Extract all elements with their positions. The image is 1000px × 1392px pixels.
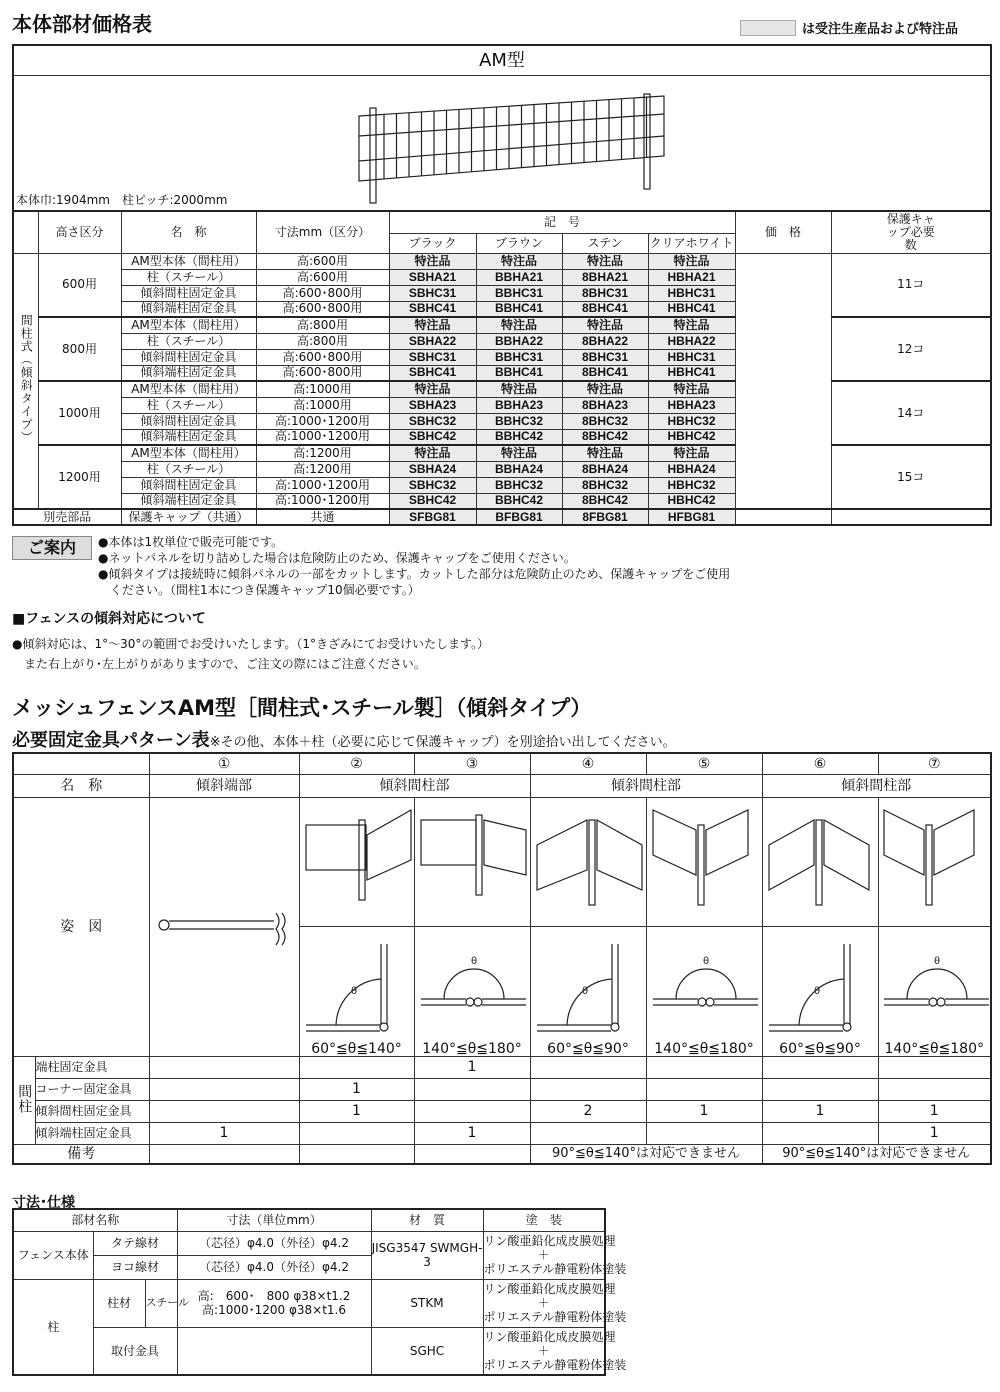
part-code: 特注品 — [648, 253, 735, 269]
coating-text: リン酸亜鉛化成皮膜処理 — [483, 1234, 616, 1248]
part-name: 柱（スチール） — [121, 461, 256, 477]
table-row — [13, 317, 991, 333]
part-size: 高:600用 — [256, 253, 389, 269]
part-code: 8BHC32 — [562, 477, 648, 493]
part-code: SBHC42 — [389, 493, 476, 509]
part-code: 8BHC41 — [562, 365, 648, 381]
guide-label: ご案内 — [12, 536, 92, 560]
pattern-number: ⑤ — [646, 753, 762, 774]
spec-yoko: ヨコ線材 — [93, 1255, 177, 1279]
fitting-count — [762, 1056, 878, 1078]
spec-header: 塗 装 — [483, 1209, 605, 1231]
note-item: ください。（間柱1本につき保護キャップ10個必要です。） — [98, 583, 420, 597]
part-size: 高:1000用 — [256, 397, 389, 413]
part-code: 8BHC42 — [562, 429, 648, 445]
spec-heading: 寸法･仕様 — [12, 1195, 75, 1211]
fitting-name: 端柱固定金具 — [35, 1056, 149, 1078]
header-color: ステン — [562, 233, 648, 253]
part-code: BBHA22 — [476, 333, 562, 349]
spec-fitting-material: SGHC — [371, 1327, 483, 1375]
fitting-count: 2 — [530, 1100, 646, 1122]
end-figure — [154, 905, 294, 945]
header-blank — [13, 211, 38, 253]
header-color: ブラウン — [476, 233, 562, 253]
fitting-count: 1 — [299, 1078, 414, 1100]
spec-post-material: STKM — [371, 1279, 483, 1327]
part-code: 8BHA21 — [562, 269, 648, 285]
group-name: 傾斜間柱部 — [299, 774, 530, 797]
fitting-count — [149, 1056, 299, 1078]
part-name: 傾斜間柱固定金具 — [121, 477, 256, 493]
part-code: BBHC42 — [476, 493, 562, 509]
fitting-count — [299, 1122, 414, 1144]
part-code: HBHC41 — [648, 301, 735, 317]
header-color: ブラック — [389, 233, 476, 253]
fitting-count — [299, 1056, 414, 1078]
part-code: 特注品 — [648, 381, 735, 397]
fitting-count: 1 — [299, 1100, 414, 1122]
part-name: 傾斜端柱固定金具 — [121, 301, 256, 317]
part-code: 8BHC31 — [562, 285, 648, 301]
angle-figure — [299, 926, 414, 1056]
pattern-subnote: ※その他、本体＋柱（必要に応じて保護キャップ）を別途拾い出してください。 — [209, 735, 676, 750]
fitting-count: 1 — [149, 1122, 299, 1144]
part-code: BBHA21 — [476, 269, 562, 285]
remarks-cell — [299, 1144, 414, 1164]
group-name: 傾斜間柱部 — [762, 774, 991, 797]
part-size: 高:600･800用 — [256, 349, 389, 365]
fitting-name: コーナー固定金具 — [35, 1078, 149, 1100]
fitting-count: 1 — [414, 1122, 530, 1144]
part-code: BFBG81 — [476, 509, 562, 525]
note-item: ●本体は1枚単位で販売可能です。 — [98, 535, 284, 549]
note-item: ●傾斜タイプは接続時に傾斜パネルの一部をカットします。カットした部分は危険防止のため、保護キャップをご使用 — [98, 567, 731, 581]
spec-post-dims — [177, 1279, 371, 1327]
remarks-cell — [149, 1144, 299, 1164]
coating-text: ポリエステル静電粉体塗装 — [483, 1310, 627, 1324]
pattern-number: ⑦ — [878, 753, 991, 774]
panel-figure — [648, 805, 760, 915]
spec-wire-material: JISG3547 SWMGH-3 — [371, 1231, 483, 1279]
panel-figure — [879, 805, 991, 915]
angle-range: 60°≦θ≦90° — [779, 1040, 861, 1057]
part-code: HFBG81 — [648, 509, 735, 525]
part-code: HBHC32 — [648, 477, 735, 493]
part-code: HBHC32 — [648, 413, 735, 429]
am-dimensions: 本体巾:1904mm 柱ピッチ:2000mm — [16, 193, 228, 207]
part-code: 8BHC42 — [562, 493, 648, 509]
part-code: SBHA21 — [389, 269, 476, 285]
table-row — [13, 509, 991, 525]
part-code: 特注品 — [389, 381, 476, 397]
panel-figure — [764, 805, 876, 915]
part-code: HBHA21 — [648, 269, 735, 285]
note-item: ●ネットパネルを切り詰めした場合は危険防止のため、保護キャップをご使用ください。 — [98, 551, 576, 565]
part-code: 特注品 — [476, 381, 562, 397]
pattern-figure — [646, 797, 762, 926]
fitting-count — [414, 1100, 530, 1122]
spec-body: フェンス本体 — [13, 1231, 93, 1279]
spec-post-material-label: 柱材 — [93, 1279, 145, 1327]
part-code: SBHC41 — [389, 365, 476, 381]
part-code: 8FBG81 — [562, 509, 648, 525]
part-size: 高:1000･1200用 — [256, 429, 389, 445]
fitting-count — [878, 1078, 991, 1100]
part-code: SBHA23 — [389, 397, 476, 413]
part-code: BBHC41 — [476, 301, 562, 317]
svg-text:θ: θ — [350, 985, 357, 997]
part-code: SBHC32 — [389, 477, 476, 493]
legend — [740, 18, 958, 37]
part-code: HBHC31 — [648, 285, 735, 301]
part-size: 高:1000･1200用 — [256, 477, 389, 493]
figure-row — [13, 797, 991, 926]
spec-header: 材 質 — [371, 1209, 483, 1231]
fitting-count — [762, 1078, 878, 1100]
remarks-row — [13, 1144, 991, 1164]
remarks-cell: 90°≦θ≦140°は対応できません — [530, 1144, 762, 1164]
slope-line: ●傾斜対応は、1°～30°の範囲でお受けいたします。（1°きざみにてお受けいたします。） — [12, 637, 490, 651]
header-size: 寸法mm（区分） — [256, 211, 389, 253]
pattern-table — [12, 752, 992, 1165]
height-class: 600用 — [38, 253, 121, 317]
angle-figure — [646, 926, 762, 1056]
side-label-text: 間柱式（傾斜タイプ） — [19, 314, 34, 445]
table-row — [13, 1122, 991, 1144]
part-name: AM型本体（間柱用） — [121, 317, 256, 333]
angle-range: 140°≦θ≦180° — [884, 1040, 984, 1057]
fitting-count: 1 — [762, 1100, 878, 1122]
svg-text:θ: θ — [703, 955, 710, 967]
part-name: 保護キャップ（共通） — [121, 509, 256, 525]
part-name: AM型本体（間柱用） — [121, 381, 256, 397]
pattern-heading: メッシュフェンスAM型［間柱式･スチール製］（傾斜タイプ） — [12, 696, 592, 720]
pattern-number: ① — [149, 753, 299, 774]
part-name: 傾斜間柱固定金具 — [121, 285, 256, 301]
figure-label: 姿 図 — [13, 797, 149, 1056]
plus-sign: ＋ — [537, 1296, 550, 1310]
header-height: 高さ区分 — [38, 211, 121, 253]
fitting-count — [530, 1056, 646, 1078]
angle-diagram — [301, 939, 413, 1039]
fitting-count — [149, 1100, 299, 1122]
price-cell — [735, 253, 831, 509]
part-name: 傾斜端柱固定金具 — [121, 365, 256, 381]
part-code: 8BHC31 — [562, 349, 648, 365]
plus-sign: ＋ — [537, 1248, 550, 1262]
angle-figure — [530, 926, 646, 1056]
part-code: BBHC42 — [476, 429, 562, 445]
part-name: 傾斜端柱固定金具 — [121, 493, 256, 509]
group-name: 傾斜端部 — [149, 774, 299, 797]
spec-steel: スチール — [145, 1279, 177, 1327]
angle-diagram — [764, 939, 876, 1039]
fitting-count: 1 — [414, 1056, 530, 1078]
pattern-figure — [299, 797, 414, 926]
part-code: BBHC41 — [476, 365, 562, 381]
part-code: 特注品 — [648, 445, 735, 461]
side-label — [13, 1056, 35, 1144]
part-size: 高:600用 — [256, 269, 389, 285]
pattern-figure — [530, 797, 646, 926]
part-code: BBHA23 — [476, 397, 562, 413]
table-row — [13, 1078, 991, 1100]
pattern-subheading — [12, 726, 676, 752]
fitting-count — [530, 1078, 646, 1100]
part-code: HBHA23 — [648, 397, 735, 413]
part-size: 高:600･800用 — [256, 285, 389, 301]
part-code: SBHC31 — [389, 349, 476, 365]
table-row — [13, 445, 991, 461]
caps-count: 11コ — [831, 253, 991, 317]
spec-coating — [483, 1231, 627, 1279]
pattern-figure — [878, 797, 991, 926]
part-code: 特注品 — [389, 253, 476, 269]
remarks-label: 備考 — [13, 1144, 149, 1164]
part-code: 8BHA24 — [562, 461, 648, 477]
number-row — [13, 753, 991, 774]
fitting-count — [530, 1122, 646, 1144]
part-code: BBHA24 — [476, 461, 562, 477]
angle-figure — [414, 926, 530, 1056]
extra-label: 別売部品 — [13, 509, 121, 525]
spec-header: 寸法（単位mm） — [177, 1209, 371, 1231]
part-code: HBHC42 — [648, 493, 735, 509]
svg-text:θ: θ — [582, 985, 589, 997]
part-size: 高:800用 — [256, 333, 389, 349]
fence-illustration — [344, 86, 694, 206]
part-code: 8BHC41 — [562, 301, 648, 317]
angle-diagram — [532, 939, 644, 1039]
angle-figure — [878, 926, 991, 1056]
spec-coating — [483, 1327, 627, 1375]
part-size: 高:600･800用 — [256, 365, 389, 381]
fitting-count — [414, 1078, 530, 1100]
part-code: 8BHA22 — [562, 333, 648, 349]
height-class: 1200用 — [38, 445, 121, 509]
svg-text:θ: θ — [471, 955, 478, 967]
part-code: SBHC42 — [389, 429, 476, 445]
part-code: SFBG81 — [389, 509, 476, 525]
pattern-number: ③ — [414, 753, 530, 774]
group-name: 傾斜間柱部 — [530, 774, 762, 797]
pattern-number: ⑥ — [762, 753, 878, 774]
header-caps: 保護キャップ必要数 — [831, 211, 991, 253]
part-code: SBHC41 — [389, 301, 476, 317]
fitting-count: 1 — [646, 1100, 762, 1122]
table-row — [13, 381, 991, 397]
part-code: 特注品 — [648, 317, 735, 333]
part-code: SBHA24 — [389, 461, 476, 477]
spec-tate: タテ線材 — [93, 1231, 177, 1255]
fitting-count — [646, 1078, 762, 1100]
fitting-count — [646, 1056, 762, 1078]
part-code: 特注品 — [562, 317, 648, 333]
part-code: BBHC31 — [476, 285, 562, 301]
part-name: 柱（スチール） — [121, 269, 256, 285]
part-code: BBHC32 — [476, 477, 562, 493]
spec-post-dim: 高:1000･1200 φ38×t1.6 — [202, 1303, 346, 1317]
pattern-figure — [414, 797, 530, 926]
angle-range: 140°≦θ≦180° — [654, 1040, 754, 1057]
slope-heading: ■フェンスの傾斜対応について — [12, 611, 206, 627]
header-code: 記 号 — [389, 211, 735, 233]
am-title: AM型 — [14, 46, 990, 76]
part-code: 8BHA23 — [562, 397, 648, 413]
angle-range: 140°≦θ≦180° — [422, 1040, 522, 1057]
fitting-count — [646, 1122, 762, 1144]
angle-diagram — [416, 939, 528, 1039]
spec-header: 部材名称 — [13, 1209, 177, 1231]
spec-table — [12, 1208, 627, 1376]
part-code: 特注品 — [389, 317, 476, 333]
part-size: 高:600･800用 — [256, 301, 389, 317]
part-size: 高:1000･1200用 — [256, 493, 389, 509]
angle-diagram — [648, 939, 760, 1039]
part-code: 8BHC32 — [562, 413, 648, 429]
spec-post-dim: 高: 600･ 800 φ38×t1.2 — [197, 1289, 351, 1303]
caps-count: 12コ — [831, 317, 991, 381]
caps-count: 15コ — [831, 445, 991, 509]
part-code: HBHC41 — [648, 365, 735, 381]
table-row — [13, 1056, 991, 1078]
side-label — [13, 253, 38, 509]
part-size: 高:1200用 — [256, 445, 389, 461]
fitting-count — [762, 1122, 878, 1144]
part-code: SBHC32 — [389, 413, 476, 429]
coating-text: リン酸亜鉛化成皮膜処理 — [483, 1282, 616, 1296]
panel-figure — [416, 805, 528, 915]
part-name: AM型本体（間柱用） — [121, 253, 256, 269]
part-size: 高:1200用 — [256, 461, 389, 477]
part-name: 柱（スチール） — [121, 333, 256, 349]
angle-range: 60°≦θ≦140° — [311, 1040, 402, 1057]
fitting-count: 1 — [878, 1122, 991, 1144]
price-cell — [735, 509, 831, 525]
name-row — [13, 774, 991, 797]
pattern-number: ④ — [530, 753, 646, 774]
header-name: 名 称 — [121, 211, 256, 253]
spec-fitting: 取付金具 — [93, 1327, 177, 1375]
part-name: 傾斜間柱固定金具 — [121, 349, 256, 365]
legend-swatch — [740, 20, 796, 36]
part-name: AM型本体（間柱用） — [121, 445, 256, 461]
header-color: クリアホワイト — [648, 233, 735, 253]
price-table — [12, 210, 992, 526]
table-row — [13, 1100, 991, 1122]
remarks-cell: 90°≦θ≦140°は対応できません — [762, 1144, 991, 1164]
angle-diagram — [879, 939, 991, 1039]
angle-range: 60°≦θ≦90° — [547, 1040, 629, 1057]
panel-figure — [301, 805, 413, 915]
panel-figure — [532, 805, 644, 915]
plus-sign: ＋ — [537, 1343, 550, 1358]
part-size: 高:800用 — [256, 317, 389, 333]
remarks-cell — [414, 1144, 530, 1164]
part-code: HBHA24 — [648, 461, 735, 477]
part-code: SBHA22 — [389, 333, 476, 349]
part-code: 特注品 — [562, 445, 648, 461]
part-code: HBHC42 — [648, 429, 735, 445]
part-code: HBHA22 — [648, 333, 735, 349]
coating-text: ポリエステル静電粉体塗装 — [483, 1357, 627, 1372]
part-size: 共通 — [256, 509, 389, 525]
part-name: 傾斜間柱固定金具 — [121, 413, 256, 429]
height-class: 800用 — [38, 317, 121, 381]
blank — [13, 753, 149, 774]
page-title: 本体部材価格表 — [12, 12, 152, 36]
slope-text — [12, 634, 489, 674]
fitting-name: 傾斜間柱固定金具 — [35, 1100, 149, 1122]
spec-post: 柱 — [13, 1279, 93, 1375]
svg-text:θ: θ — [933, 955, 940, 967]
part-code: 特注品 — [389, 445, 476, 461]
legend-text: は受注生産品および特注品 — [802, 22, 959, 37]
side-label-text: 間柱 — [16, 1083, 33, 1114]
spec-wire-dim: （芯径）φ4.0（外径）φ4.2 — [177, 1255, 371, 1279]
part-code: SBHC31 — [389, 285, 476, 301]
coating-text: リン酸亜鉛化成皮膜処理 — [483, 1329, 616, 1344]
height-class: 1000用 — [38, 381, 121, 445]
fitting-name: 傾斜端柱固定金具 — [35, 1122, 149, 1144]
spec-coating — [483, 1279, 627, 1327]
spec-wire-dim: （芯径）φ4.0（外径）φ4.2 — [177, 1231, 371, 1255]
part-code: 特注品 — [476, 253, 562, 269]
slope-line: また右上がり･左上がりがありますので、ご注文の際にはご注意ください。 — [12, 657, 426, 671]
coating-text: ポリエステル静電粉体塗装 — [483, 1262, 627, 1276]
part-name: 傾斜端柱固定金具 — [121, 429, 256, 445]
name-label: 名 称 — [13, 774, 149, 797]
part-size: 高:1000･1200用 — [256, 413, 389, 429]
fitting-count — [878, 1056, 991, 1078]
figure-end — [149, 797, 299, 1056]
part-size: 高:1000用 — [256, 381, 389, 397]
header-price: 価 格 — [735, 211, 831, 253]
table-row — [13, 253, 991, 269]
part-name: 柱（スチール） — [121, 397, 256, 413]
pattern-figure — [762, 797, 878, 926]
part-code: BBHC32 — [476, 413, 562, 429]
fitting-count — [149, 1078, 299, 1100]
fitting-count: 1 — [878, 1100, 991, 1122]
am-section — [12, 44, 992, 210]
pattern-number: ② — [299, 753, 414, 774]
angle-figure — [762, 926, 878, 1056]
svg-text:θ: θ — [814, 985, 821, 997]
caps-count — [831, 509, 991, 525]
part-code: 特注品 — [562, 253, 648, 269]
pattern-subtitle: 必要固定金具パターン表 — [12, 730, 210, 751]
part-code: BBHC31 — [476, 349, 562, 365]
part-code: 特注品 — [476, 445, 562, 461]
spec-fitting-dim — [177, 1327, 371, 1375]
part-code: 特注品 — [562, 381, 648, 397]
part-code: HBHC31 — [648, 349, 735, 365]
caps-count: 14コ — [831, 381, 991, 445]
part-code: 特注品 — [476, 317, 562, 333]
